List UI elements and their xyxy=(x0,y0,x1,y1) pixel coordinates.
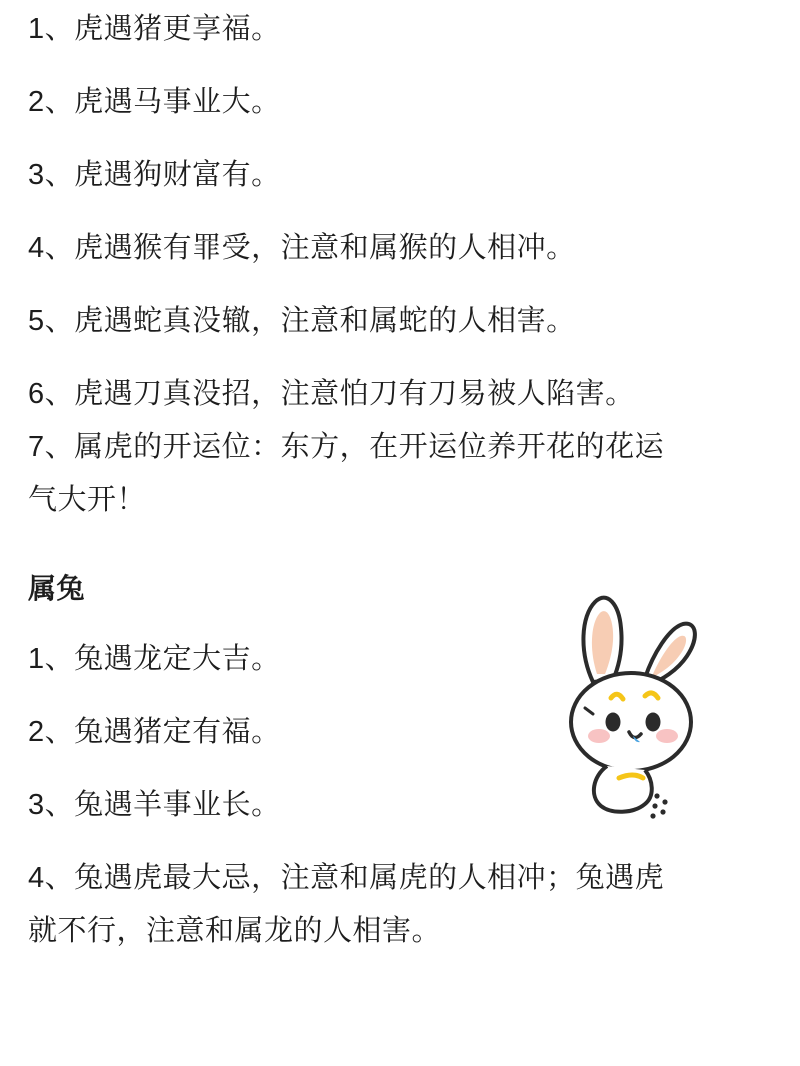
list-item: 7、属虎的开运位：东方，在开运位养开花的花运 xyxy=(28,430,665,463)
list-item: 2、虎遇马事业大。 xyxy=(28,85,281,118)
section-heading: 属兔 xyxy=(28,572,86,604)
list-item: 3、虎遇狗财富有。 xyxy=(28,158,281,191)
list-item: 6、虎遇刀真没招，注意怕刀有刀易被人陷害。 xyxy=(28,377,635,410)
tiger-section xyxy=(28,6,772,524)
list-item-continuation: 气大开！ xyxy=(28,483,147,516)
list-item: 4、兔遇虎最大忌，注意和属虎的人相冲；兔遇虎 xyxy=(28,861,665,894)
list-item: 2、兔遇猪定有福。 xyxy=(28,715,281,748)
list-item: 5、虎遇蛇真没辙，注意和属蛇的人相害。 xyxy=(28,304,576,337)
list-item-continuation: 就不行，注意和属龙的人相害。 xyxy=(28,914,442,947)
rabbit-section xyxy=(28,568,772,955)
list-item: 3、兔遇羊事业长。 xyxy=(28,788,281,821)
list-item: 4、虎遇猴有罪受，注意和属猴的人相冲。 xyxy=(28,231,576,264)
list-item: 1、兔遇龙定大吉。 xyxy=(28,642,281,675)
list-item: 1、虎遇猪更享福。 xyxy=(28,13,281,45)
